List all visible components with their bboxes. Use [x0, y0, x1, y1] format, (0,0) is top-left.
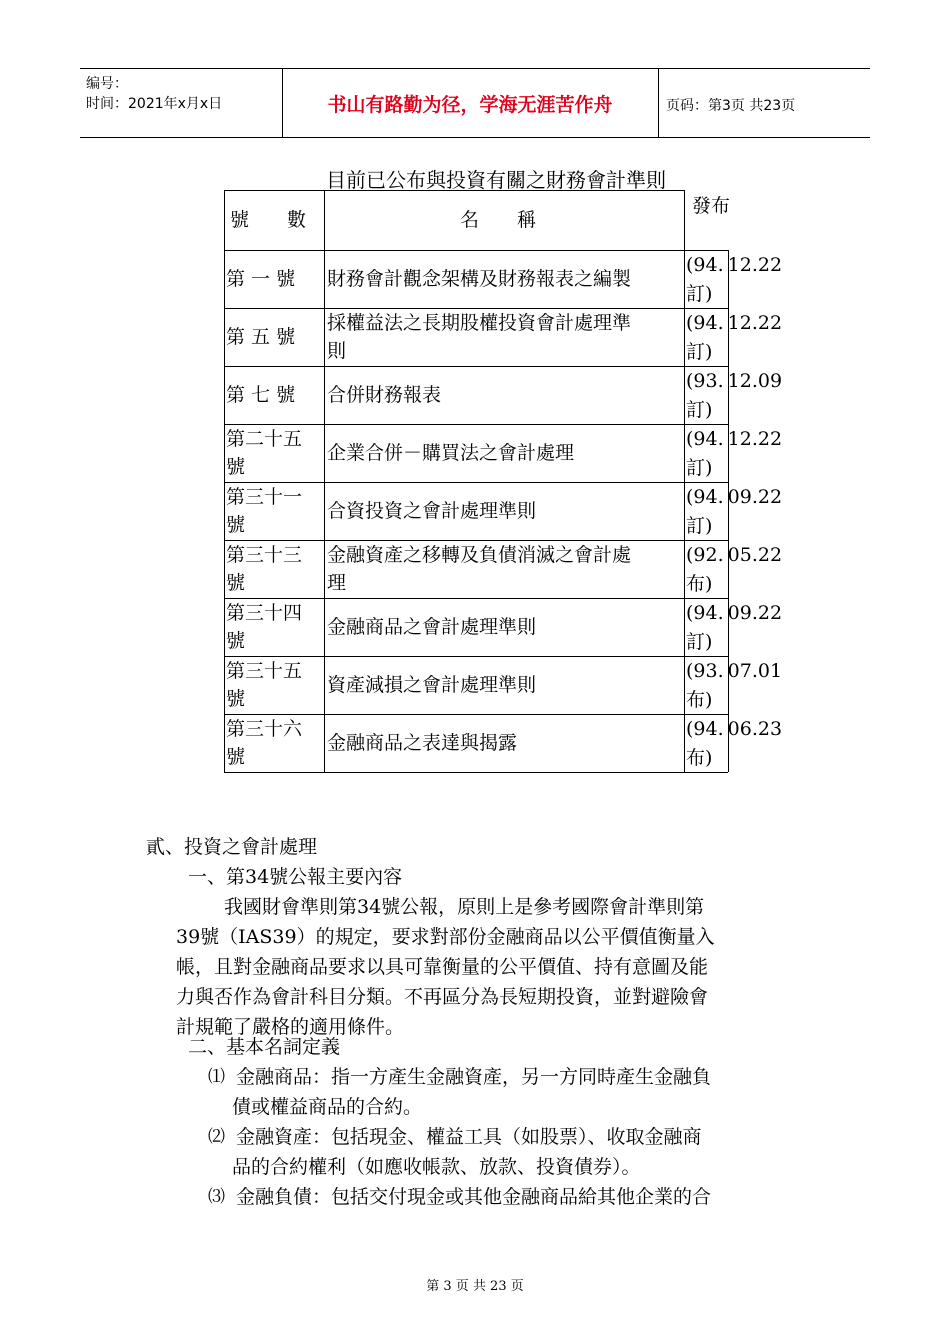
- issue-year: (94.: [686, 486, 724, 508]
- issue-date: 07.01: [727, 660, 783, 682]
- issue-line: [686, 367, 782, 396]
- issue-year: (93.: [686, 370, 724, 392]
- header-number: 號 數: [230, 209, 307, 231]
- subsection-title-1: 一、第34號公報主要內容: [188, 866, 403, 888]
- issue-type: 訂): [686, 457, 713, 479]
- issue-line: [686, 309, 782, 338]
- table-hline: [224, 250, 728, 251]
- issue-type: 訂): [686, 399, 713, 421]
- paragraph-line: 我國財會準則第34號公報，原則上是參考國際會計準則第: [224, 896, 705, 918]
- issue-date: 12.09: [727, 370, 783, 392]
- row-number: 第三十一 號: [226, 486, 303, 536]
- section-title: 貳、投資之會計處理: [146, 836, 318, 858]
- paragraph-line: 帳，且對金融商品要求以具可靠衡量的公平價值、持有意圖及能: [176, 956, 709, 978]
- issue-date: 09.22: [727, 602, 783, 624]
- row-name: 企業合併－購買法之會計處理: [327, 442, 575, 464]
- row-number: 第 七 號: [226, 384, 296, 406]
- issue-line: [686, 599, 782, 628]
- row-issue: [686, 541, 782, 599]
- definition-mark: ⑵: [208, 1127, 225, 1147]
- row-number: 第 五 號: [226, 326, 296, 348]
- row-number: 第二十五 號: [226, 428, 303, 478]
- issue-date: 12.22: [727, 428, 783, 450]
- issue-line: [686, 657, 782, 686]
- time-label: 时间：2021年x月x日: [86, 96, 223, 112]
- number-label: 编号：: [86, 76, 128, 92]
- issue-type: 訂): [686, 515, 713, 537]
- row-name: 金融資產之移轉及負債消滅之會計處 理: [327, 544, 632, 594]
- row-number: 第三十四 號: [226, 602, 303, 652]
- page-footer: 第 3 页 共 23 页: [426, 1279, 524, 1294]
- definition-mark: ⑴: [208, 1067, 225, 1087]
- issue-year: (94.: [686, 428, 724, 450]
- issue-date: 09.22: [727, 486, 783, 508]
- issue-date: 12.22: [727, 312, 783, 334]
- row-name: 採權益法之長期股權投資會計處理準 則: [327, 312, 632, 362]
- definition-mark: ⑶: [208, 1187, 225, 1207]
- definition-line: 金融資產：包括現金、權益工具（如股票）、收取金融商: [236, 1126, 702, 1148]
- row-issue: [686, 599, 782, 657]
- row-issue: [686, 483, 782, 541]
- issue-date: 12.22: [727, 254, 783, 276]
- issue-line: [686, 251, 782, 280]
- row-number: 第三十六 號: [226, 718, 303, 768]
- issue-date: 06.23: [727, 718, 783, 740]
- header-motto: 书山有路勤为径，学海无涯苦作舟: [282, 69, 659, 137]
- table-vline: [224, 190, 225, 772]
- issue-year: (92.: [686, 544, 724, 566]
- subsection-title-2: 二、基本名詞定義: [188, 1036, 341, 1058]
- issue-line: [686, 483, 782, 512]
- row-name: 合併財務報表: [327, 384, 442, 406]
- issue-year: (93.: [686, 660, 724, 682]
- row-name: 資產減損之會計處理準則: [327, 674, 537, 696]
- issue-year: (94.: [686, 602, 724, 624]
- row-name: 財務會計觀念架構及財務報表之編製: [327, 268, 632, 290]
- issue-year: (94.: [686, 254, 724, 276]
- row-issue: [686, 425, 782, 483]
- definition-line: 品的合約權利（如應收帳款、放款、投資債券）。: [232, 1156, 641, 1178]
- row-number: 第 一 號: [226, 268, 296, 290]
- row-name: 合資投資之會計處理準則: [327, 500, 537, 522]
- header-page-info: 页码：第3页 共23页: [666, 98, 796, 114]
- table-hline: [224, 190, 684, 191]
- row-name: 金融商品之表達與揭露: [327, 732, 518, 754]
- table-hline: [224, 366, 728, 367]
- issue-type: 訂): [686, 341, 713, 363]
- table-hline: [224, 772, 728, 773]
- definition-line: 金融商品：指一方產生金融資產，另一方同時產生金融負: [236, 1066, 712, 1088]
- issue-type: 布): [686, 573, 713, 595]
- issue-type: 布): [686, 689, 713, 711]
- paragraph-line: 力與否作為會計科目分類。不再區分為長短期投資，並對避險會: [176, 986, 709, 1008]
- header-issue: 發布: [692, 195, 731, 217]
- issue-type: 訂): [686, 631, 713, 653]
- issue-type: 訂): [686, 283, 713, 305]
- table-vline: [324, 190, 325, 772]
- definition-line: 金融負債：包括交付現金或其他金融商品給其他企業的合: [236, 1186, 712, 1208]
- header-name: 名 稱: [460, 209, 537, 231]
- issue-year: (94.: [686, 718, 724, 740]
- paragraph-line: 計規範了嚴格的適用條件。: [176, 1016, 405, 1038]
- row-name: 金融商品之會計處理準則: [327, 616, 537, 638]
- issue-date: 05.22: [727, 544, 783, 566]
- issue-line: [686, 425, 782, 454]
- issue-line: [686, 715, 782, 744]
- definition-line: 債或權益商品的合約。: [232, 1096, 423, 1118]
- row-issue: [686, 715, 782, 773]
- table-title: 目前已公布與投資有關之財務會計準則: [326, 168, 666, 192]
- row-number: 第三十五 號: [226, 660, 303, 710]
- issue-line: [686, 541, 782, 570]
- row-issue: [686, 367, 782, 425]
- page-header: [80, 68, 870, 138]
- row-issue: [686, 309, 782, 367]
- paragraph-line: 39號（IAS39）的規定，要求對部份金融商品以公平價值衡量入: [176, 926, 715, 948]
- issue-type: 布): [686, 747, 713, 769]
- issue-year: (94.: [686, 312, 724, 334]
- row-issue: [686, 251, 782, 309]
- header-meta: [80, 69, 283, 137]
- row-issue: [686, 657, 782, 715]
- table-vline: [684, 190, 685, 772]
- row-number: 第三十三 號: [226, 544, 303, 594]
